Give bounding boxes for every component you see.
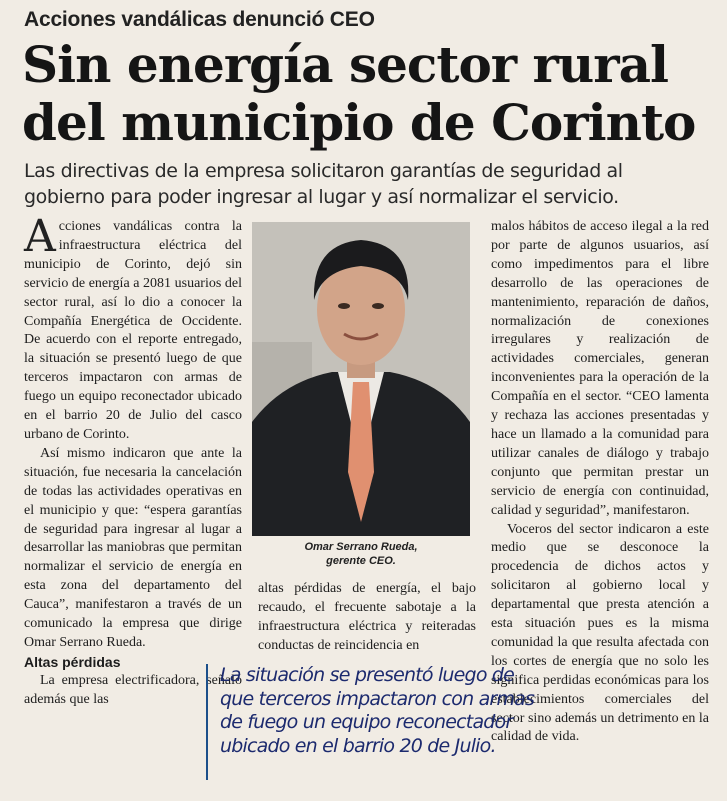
subhead — [24, 158, 724, 210]
pull-quote — [206, 664, 536, 780]
pull-quote-line-4: ubicado en el barrio 20 de Julio. — [220, 734, 496, 757]
caption-line-1: Omar Serrano Rueda, — [304, 541, 418, 553]
paragraph-6: Voceros del sector indicaron a este medio que se desconoce la procedencia de dichos actos y solicitaron al gobierno local y departamental que presta atención a esta situación pues es la misma comunidad la que resulta afectada con los cortes de energía que no solo les significa perdidas económicas para los establecimientos comerciales del sector sino además un detrimento en la calidad de vida. — [491, 521, 709, 745]
headline-line-1: Sin energía sector rural — [22, 35, 668, 94]
kicker: Acciones vandálicas denunció CEO — [24, 8, 375, 31]
subhead-line-2: gobierno para poder ingresar al lugar y así normalizar el servicio. — [24, 186, 619, 208]
article-column-2 — [258, 580, 476, 656]
paragraph-3: La empresa electrificadora, señaló además que las — [24, 672, 242, 707]
photo-caption — [252, 540, 470, 568]
section-subtitle: Altas pérdidas — [24, 653, 121, 670]
portrait-illustration — [252, 222, 470, 536]
paragraph-2: Así mismo indicaron que ante la situación, fue necesaria la cancelación de todas las actividades operativas en el municipio y que: “espera garantías de seguridad para ingresar al lugar a desarrollar las maniobras que permitan normalizar el servicio de energía en esta zona del departamento del Cauca”, manifestaron a través de un comunicado la empresa que dirige Omar Serrano Rueda. — [24, 445, 242, 650]
headline — [22, 36, 722, 152]
portrait-photo — [252, 222, 470, 536]
paragraph-1 — [24, 211, 242, 445]
pull-quote-line-2: que terceros impactaron con armas — [220, 687, 535, 710]
caption-line-2: gerente CEO. — [326, 555, 396, 567]
paragraph-5: malos hábitos de acceso ilegal a la red por parte de algunos usuarios, así como impedimentos para el libre desarrollo de las operaciones de mantenimiento, reparación de daños, normalización de conexiones irregulares y realización de actividades comerciales, generan inconvenientes para la operación de la Compañía en el sector. “CEO lamenta y rechaza las acciones presentadas y hace un llamado a la comunidad para utilizar canales de diálogo y trabajo conjunto que permitan prestar un servicio de energía con continuidad, calidad y seguridad”, manifestaron. — [491, 219, 709, 518]
article-column-1 — [24, 211, 242, 710]
paragraph-1-text: cciones vandálicas contra la infraestructura eléctrica del municipio de Corinto, dejó sin servicio de energía a 2081 usuarios del sector rural, así lo dio a conocer la Compañía Energética de Occidente. De acuerdo con el reporte entregado, la situación se presentó luego de que terceros impactaron con armas de fuego un equipo reconectador ubicado en el barrio 20 de Julio del casco urbano de Corinto. — [24, 219, 242, 442]
pull-quote-line-1: La situación se presentó luego de — [220, 664, 515, 686]
subhead-line-1: Las directivas de la empresa solicitaron garantías de seguridad al — [24, 160, 623, 182]
headline-line-2: del municipio de Corinto — [22, 93, 696, 152]
pull-quote-line-3: de fuego un equipo reconectador — [220, 711, 513, 733]
paragraph-4: altas pérdidas de energía, el bajo recaudo, el frecuente sabotaje a la infraestructura eléctrica y reiteradas conductas de reincidencia en — [258, 581, 476, 653]
drop-cap: A — [24, 211, 56, 262]
